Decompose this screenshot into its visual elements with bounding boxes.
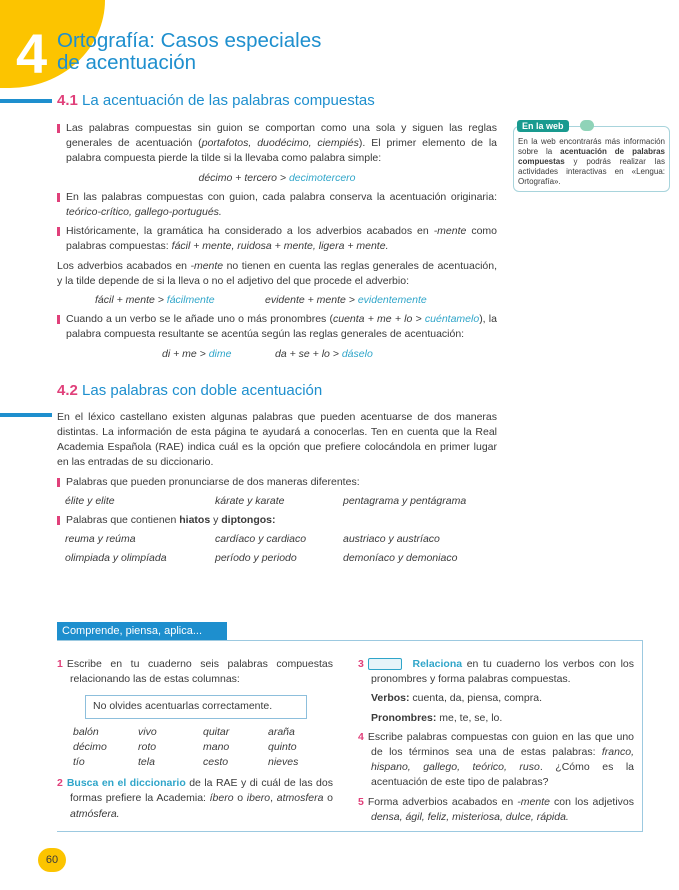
text-segment: o <box>323 792 333 805</box>
word: tío <box>73 756 85 769</box>
note-box: No olvides acentuarlas correctamente. <box>85 695 307 718</box>
word: araña <box>268 725 295 738</box>
text-segment: diptongos: <box>221 514 276 527</box>
word-row <box>57 494 497 509</box>
section-title-4-2 <box>57 382 497 400</box>
word-columns <box>57 725 333 771</box>
title-line-1: Ortografía: Casos especiales <box>57 29 322 52</box>
example <box>265 293 427 308</box>
exercise-2 <box>57 776 333 822</box>
exercise-number: 1 <box>57 658 63 670</box>
word-pair: olimpiada y olimpíada <box>65 552 167 565</box>
exercise-1 <box>57 657 333 687</box>
word-pair: período y periodo <box>215 552 297 565</box>
interactive-activity-icon <box>368 658 402 670</box>
word-pair: pentagrama y pentágrama <box>343 494 467 507</box>
paragraph <box>57 475 497 490</box>
text-segment: Históricamente, la gramática ha considerado a los adverbios acabados en <box>66 225 434 238</box>
paragraph <box>57 513 497 528</box>
text-segment: Escribe palabras compuestas con guion en las que uno de los términos sea una de estas palabras: <box>367 730 634 759</box>
text-segment: evidentemente <box>357 294 427 307</box>
text-segment: teórico-crítico, gallego-portugués. <box>66 206 222 219</box>
word: quitar <box>203 725 230 738</box>
text-segment: atmosfera <box>276 792 324 805</box>
exercise-number: 3 <box>358 658 364 670</box>
text-segment: -mente <box>190 259 224 272</box>
text-segment: En las palabras compuestas con guion, cada palabra conserva la acentuación originaria: <box>66 190 497 203</box>
word-pair: reuma y reúma <box>65 533 136 546</box>
page-number: 60 <box>38 848 66 872</box>
text-segment: ). El primer elemento de la palabra compuesta pierde la tilde si la llevaba como palabra simple: <box>66 137 498 165</box>
web-tag[interactable]: En la web <box>517 120 569 132</box>
text-segment: Los adverbios acabados en <box>57 259 191 272</box>
text-segment: Las palabras compuestas sin guion se comportan como una sola y siguen las reglas generales de acentuación ( <box>66 122 497 150</box>
text-segment: me, te, se, lo. <box>436 711 503 724</box>
word-pair: kárate y karate <box>215 494 285 507</box>
example <box>95 293 265 308</box>
text-segment: Forma adverbios acabados en <box>367 795 518 808</box>
web-info-box <box>513 126 670 192</box>
text-segment: da + se + lo > <box>275 347 342 360</box>
text-segment: fácilmente <box>166 294 215 307</box>
text-segment: Palabras que pueden pronunciarse de dos maneras diferentes: <box>66 475 360 488</box>
text-segment: portafotos, duodécimo, ciempiés <box>201 137 359 150</box>
paragraph <box>57 410 497 471</box>
text-segment: En el léxico castellano existen algunas palabras que pueden acentuarse de dos maneras distintas. La información de esta página te ayudará a conocerlas. Ten en cuenta que la Real Academia Española (RAE) indica cuál es la opción que prefiere colocándola en primer lugar en las entradas de su diccionario. <box>57 410 497 469</box>
section-title-4-1 <box>57 92 497 110</box>
word: tela <box>138 756 155 769</box>
text-segment: en tu cuaderno los verbos con los pronombres y forma palabras compuestas. <box>371 658 635 686</box>
word: décimo <box>73 740 107 753</box>
text-segment: no tienen en cuenta las reglas generales de acentuación, y la tilde depende de si la lleva o no el adjetivo del que procede el adverbio: <box>57 259 497 287</box>
verbs-list <box>358 691 634 706</box>
word-row <box>57 532 497 547</box>
text-segment: En la web encontrarás más información sobre la <box>518 137 665 156</box>
text-segment: cuenta + me + lo > <box>332 313 425 326</box>
text-segment: y <box>210 514 222 527</box>
section-bar <box>0 413 52 417</box>
word-pair: élite y elite <box>65 494 115 507</box>
word: balón <box>73 725 99 738</box>
word: nieves <box>268 756 299 769</box>
mouse-icon <box>580 120 594 131</box>
text-segment: Escribe en tu cuaderno seis palabras compuestas relacionando las de estas columnas: <box>66 658 333 686</box>
text-segment: cuéntamelo <box>424 313 480 326</box>
word-row <box>57 551 497 566</box>
text-segment: décimo + tercero > <box>198 171 289 184</box>
text-segment: evidente + mente > <box>265 294 358 307</box>
text-segment: franco, hispano, gallego, teórico, ruso <box>371 746 634 774</box>
paragraph <box>57 190 497 220</box>
exercise-number: 2 <box>57 777 63 790</box>
text-segment: , <box>270 792 277 805</box>
text-segment: Cuando a un verbo se le añade uno o más pronombres ( <box>66 313 333 326</box>
text-segment: cuenta, da, piensa, compra. <box>409 692 543 705</box>
text-segment: fácil + mente, ruidosa + mente, ligera + mente. <box>171 240 389 253</box>
exercise-number: 5 <box>358 795 364 808</box>
page-title <box>57 30 321 74</box>
word: quinto <box>268 740 297 753</box>
text-segment: Verbos: <box>371 692 410 705</box>
section-heading: Las palabras con doble acentuación <box>82 381 323 399</box>
pronouns-list <box>358 711 634 726</box>
text-segment: di + me > <box>162 347 209 360</box>
chapter-number: 4 <box>16 22 48 85</box>
example <box>162 347 275 362</box>
word: roto <box>138 740 157 753</box>
text-segment: ibero <box>246 792 271 805</box>
text-segment: densa, ágil, feliz, misteriosa, dulce, rápida. <box>371 810 569 823</box>
example-row <box>57 347 497 362</box>
text-segment: -mente <box>433 225 467 238</box>
text-segment: acentuación de palabras compuestas <box>518 147 665 166</box>
text-segment: ), la palabra compuesta resultante se acentúa según las reglas generales de acentuación: <box>66 313 497 341</box>
section-number: 4.2 <box>57 381 78 399</box>
text-segment: -mente <box>517 795 550 808</box>
paragraph <box>57 312 497 342</box>
exercise-5 <box>358 795 634 825</box>
word: vivo <box>138 725 157 738</box>
word-pair: austriaco y austríaco <box>343 533 440 546</box>
activities-heading: Comprende, piensa, aplica... <box>57 622 227 640</box>
text-segment: fácil + mente > <box>95 294 167 307</box>
main-column <box>57 92 497 567</box>
text-segment: Pronombres: <box>371 711 437 724</box>
text-segment: dáselo <box>341 347 373 360</box>
title-line-2: de acentuación <box>57 51 197 74</box>
text-segment: hiatos <box>179 514 211 527</box>
exercise-3 <box>358 657 634 687</box>
example-row <box>57 293 497 308</box>
example <box>57 171 497 186</box>
exercise-4 <box>358 730 634 791</box>
word: cesto <box>203 756 229 769</box>
text-segment: Busca en el diccionario <box>66 777 186 790</box>
exercise-number: 4 <box>358 730 364 743</box>
paragraph <box>57 224 497 254</box>
text-segment: Palabras que contienen <box>66 514 180 527</box>
section-number: 4.1 <box>57 92 78 109</box>
activities-body <box>57 640 643 832</box>
text-segment: y podrás realizar las actividades interactivas en «Lengua: Ortografía». <box>518 157 665 186</box>
section-bar <box>0 99 52 103</box>
text-segment: decimotercero <box>288 171 356 184</box>
word-pair: demoníaco y demoniaco <box>343 552 458 565</box>
text-segment: íbero <box>209 792 234 805</box>
paragraph <box>57 259 497 289</box>
text-segment: atmósfera. <box>70 807 120 820</box>
text-segment: como palabras compuestas: <box>66 225 498 253</box>
section-heading: La acentuación de las palabras compuestas <box>82 92 375 109</box>
word: mano <box>203 740 230 753</box>
text-segment: de la RAE y di cuál de las dos formas prefiere la Academia: <box>70 777 333 805</box>
text-segment: Relaciona <box>412 658 463 670</box>
example <box>275 347 373 362</box>
text-segment: o <box>233 792 247 805</box>
activities-left-column <box>57 653 333 825</box>
text-segment: con los adjetivos <box>549 795 634 808</box>
word-pair: cardíaco y cardiaco <box>215 533 307 546</box>
text-segment: . ¿Cómo es la acentuación de este tipo de palabras? <box>371 761 635 789</box>
activities-box <box>57 622 643 832</box>
activities-right-column <box>358 653 634 825</box>
text-segment: dime <box>208 347 232 360</box>
paragraph <box>57 121 497 167</box>
